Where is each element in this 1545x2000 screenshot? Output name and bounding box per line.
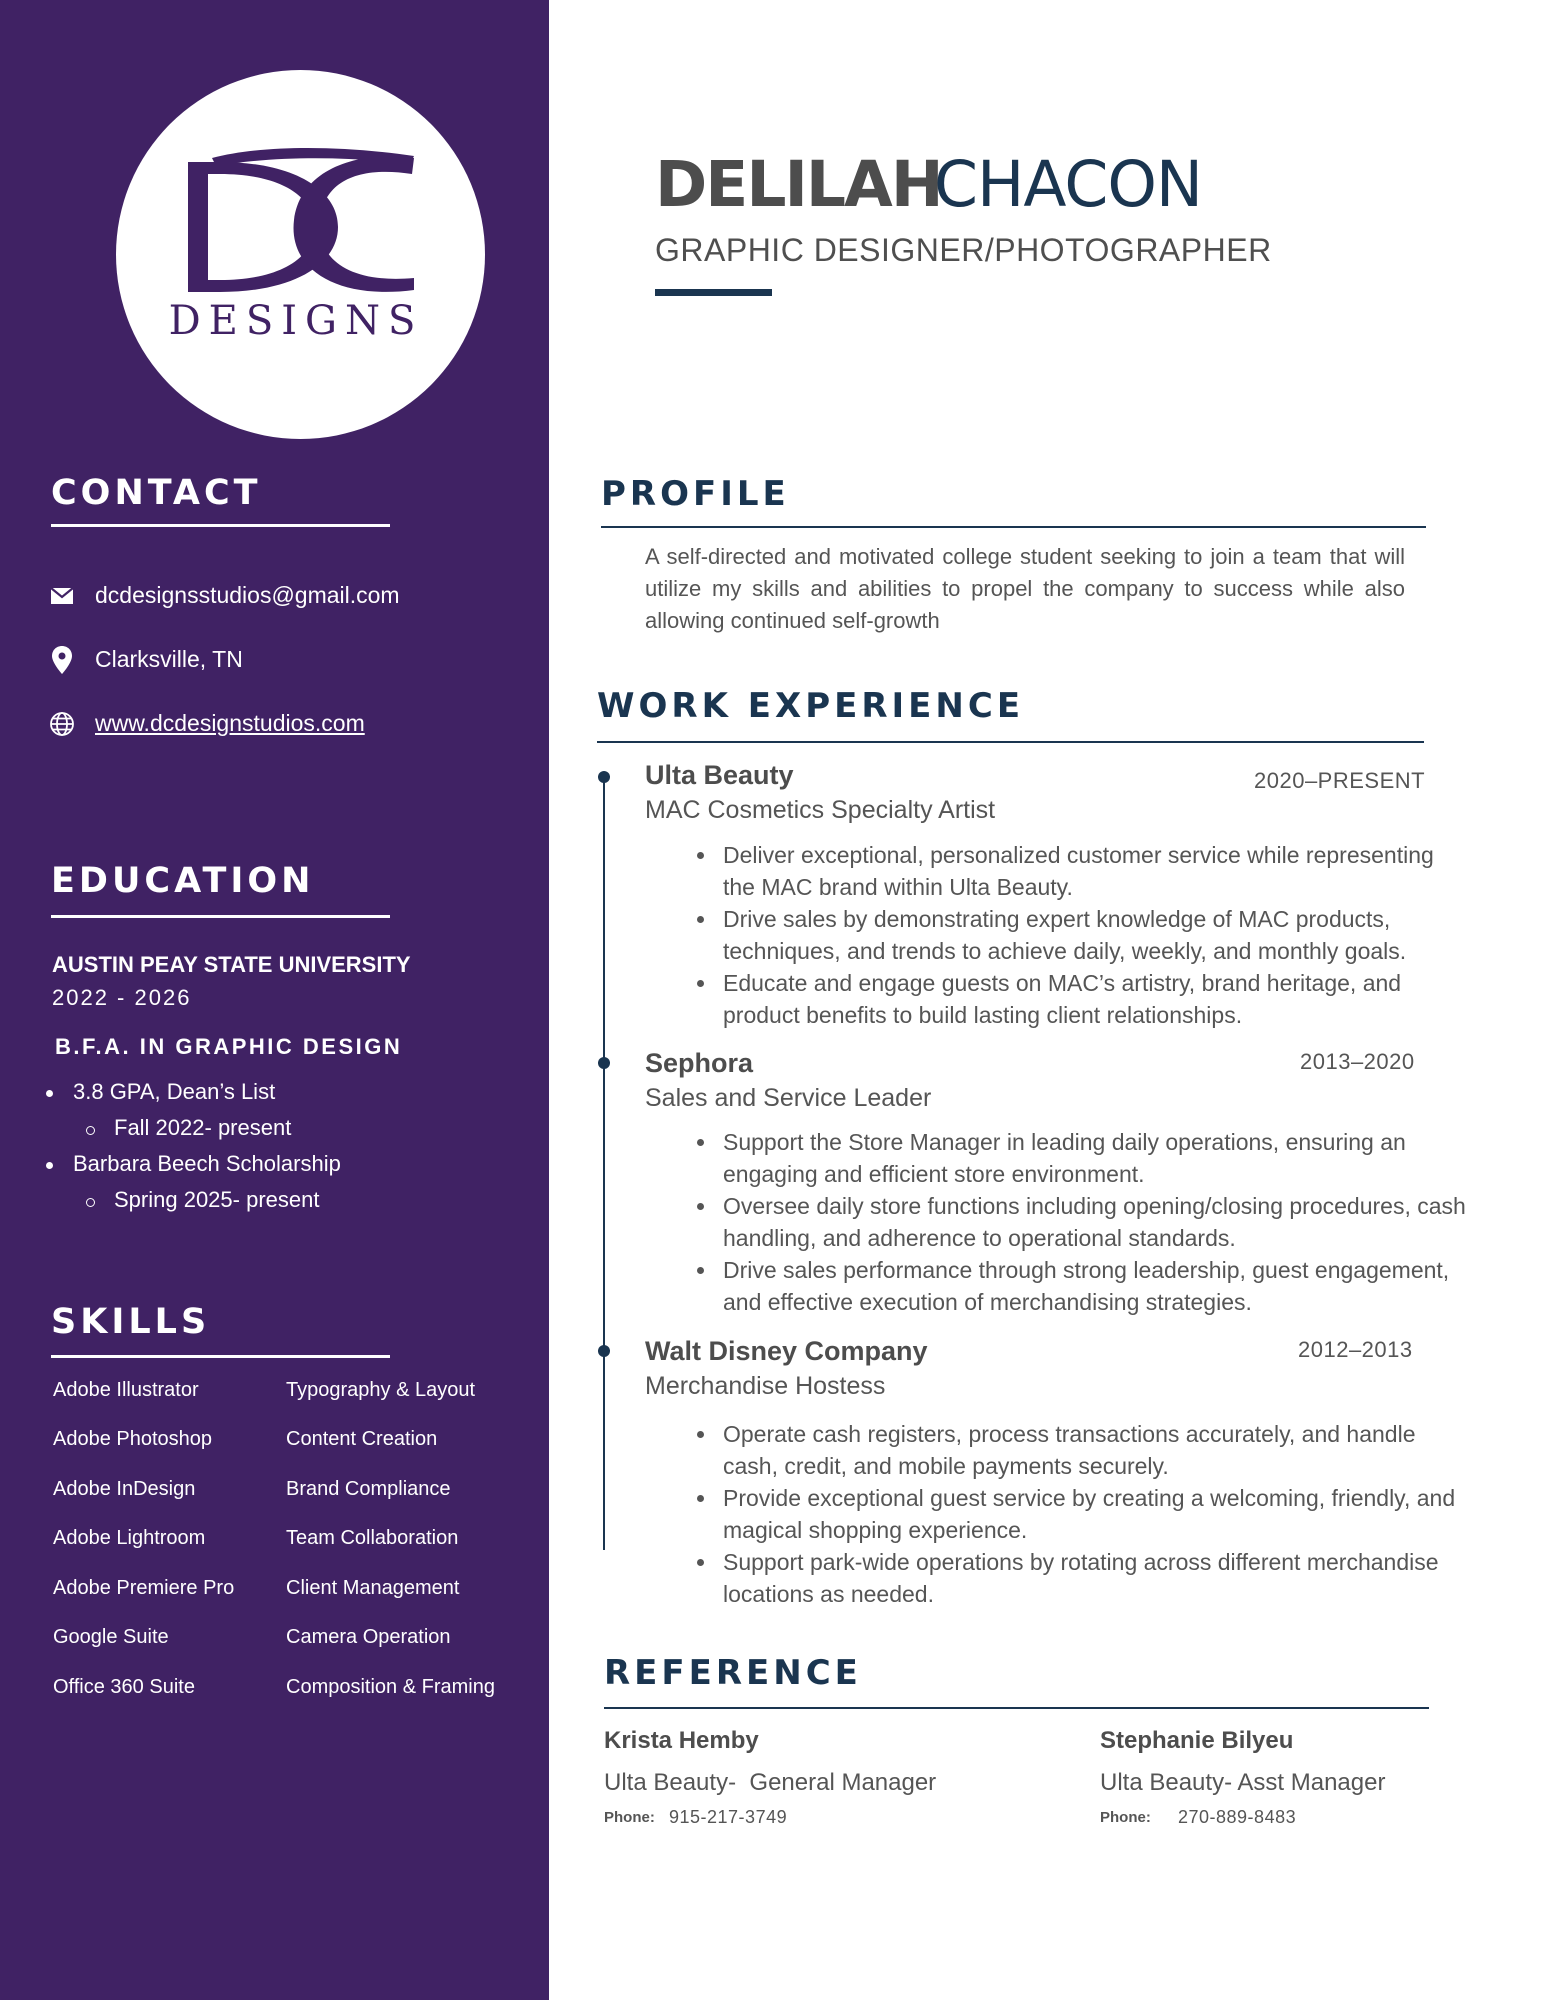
- reference-heading: REFERENCE: [604, 1653, 862, 1693]
- reference-divider: [604, 1707, 1429, 1709]
- job-bullet: Educate and engage guests on MAC’s artistry, brand heritage, and product benefits to build lasting client relationships.: [697, 967, 1472, 1031]
- education-school: AUSTIN PEAY STATE UNIVERSITY: [52, 952, 411, 977]
- education-degree: B.F.A. IN GRAPHIC DESIGN: [55, 1034, 403, 1059]
- contact-divider: [51, 524, 390, 527]
- skills-heading: SKILLS: [51, 1302, 211, 1342]
- email-icon: [49, 583, 75, 609]
- skills-divider: [51, 1355, 390, 1358]
- timeline-dot: [598, 1345, 610, 1357]
- job-dates: 2012–2013: [1298, 1337, 1413, 1362]
- job-bullet: Provide exceptional guest service by creating a welcoming, friendly, and magical shopping experience.: [697, 1482, 1472, 1546]
- education-years: 2022 - 2026: [52, 985, 192, 1010]
- job-company: Walt Disney Company: [645, 1336, 928, 1366]
- logo-wordmark: DESIGNS: [168, 298, 424, 344]
- job-bullet: Drive sales by demonstrating expert knowledge of MAC products, techniques, and trends to achieve daily, weekly, and monthly goals.: [697, 903, 1472, 967]
- first-name: DELILAH: [655, 148, 942, 221]
- education-divider: [51, 915, 390, 918]
- skill-item: Brand Compliance: [286, 1478, 451, 1500]
- skill-item: Content Creation: [286, 1428, 438, 1450]
- reference-role: Ulta Beauty- General Manager: [604, 1769, 937, 1796]
- logo-monogram-graphic: [116, 70, 485, 439]
- skill-item: Client Management: [286, 1577, 460, 1599]
- job-bullet: Operate cash registers, process transactions accurately, and handle cash, credit, and mobile payments securely.: [697, 1418, 1472, 1482]
- job-role: MAC Cosmetics Specialty Artist: [645, 796, 996, 824]
- last-name: CHACON: [934, 148, 1203, 221]
- skill-item: Team Collaboration: [286, 1527, 459, 1549]
- education-subitem: Fall 2022- present: [44, 1114, 341, 1150]
- contact-email[interactable]: dcdesignsstudios@gmail.com: [95, 582, 400, 608]
- contact-heading: CONTACT: [51, 473, 262, 513]
- work-experience-heading: WORK EXPERIENCE: [597, 686, 1025, 726]
- job-dates: 2013–2020: [1300, 1049, 1415, 1074]
- education-subitem: Spring 2025- present: [44, 1186, 341, 1222]
- profile-divider: [601, 526, 1426, 528]
- job-bullet-list: [697, 1126, 1472, 1318]
- title-accent-bar: [655, 289, 772, 296]
- skill-item: Typography & Layout: [286, 1379, 476, 1401]
- job-company: Ulta Beauty: [645, 760, 794, 790]
- reference-phone-label: Phone:: [604, 1809, 655, 1826]
- timeline-dot: [598, 1057, 610, 1069]
- job-role: Sales and Service Leader: [645, 1084, 932, 1112]
- contact-website-link[interactable]: www.dcdesignstudios.com: [95, 710, 365, 736]
- skill-item: Adobe Premiere Pro: [53, 1577, 235, 1599]
- education-item: Barbara Beech Scholarship: [44, 1150, 341, 1186]
- location-pin-icon: [49, 647, 75, 673]
- globe-icon: [49, 711, 75, 737]
- sidebar: [0, 0, 549, 2000]
- skill-item: Camera Operation: [286, 1626, 451, 1648]
- job-title: GRAPHIC DESIGNER/PHOTOGRAPHER: [655, 232, 1272, 268]
- job-company: Sephora: [645, 1048, 754, 1078]
- education-details-list: [44, 1078, 341, 1222]
- reference-phone: 915-217-3749: [669, 1807, 788, 1827]
- profile-text: A self-directed and motivated college student seeking to join a team that will utilize my skills and abilities to propel the company to success while also allowing continued self-growth: [645, 544, 1405, 633]
- job-bullet-list: [697, 1418, 1472, 1610]
- job-role: Merchandise Hostess: [645, 1372, 886, 1400]
- job-bullet: Drive sales performance through strong leadership, guest engagement, and effective execution of merchandising strategies.: [697, 1254, 1472, 1318]
- skill-item: Google Suite: [53, 1626, 169, 1648]
- contact-location-row: [49, 646, 243, 673]
- work-experience-divider: [597, 741, 1424, 743]
- contact-email-row: [49, 582, 400, 609]
- contact-website-row: [49, 710, 365, 737]
- reference-phone: 270-889-8483: [1178, 1807, 1297, 1827]
- skill-item: Composition & Framing: [286, 1676, 495, 1698]
- reference-name: Stephanie Bilyeu: [1100, 1727, 1294, 1754]
- job-bullet: Support park-wide operations by rotating across different merchandise locations as needed.: [697, 1546, 1472, 1610]
- job-bullet: Oversee daily store functions including opening/closing procedures, cash handling, and adherence to operational standards.: [697, 1190, 1472, 1254]
- job-bullet-list: [697, 839, 1472, 1031]
- timeline-dot: [598, 771, 610, 783]
- skill-item: Adobe Illustrator: [53, 1379, 199, 1401]
- reference-phone-label: Phone:: [1100, 1809, 1151, 1826]
- skill-item: Office 360 Suite: [53, 1676, 195, 1698]
- dc-designs-logo: [116, 70, 485, 439]
- education-heading: EDUCATION: [51, 861, 315, 901]
- job-bullet: Support the Store Manager in leading daily operations, ensuring an engaging and efficient store environment.: [697, 1126, 1472, 1190]
- reference-role: Ulta Beauty- Asst Manager: [1100, 1769, 1386, 1796]
- profile-heading: PROFILE: [601, 474, 790, 514]
- timeline-line: [603, 777, 605, 1550]
- skill-item: Adobe InDesign: [53, 1478, 196, 1500]
- job-dates: 2020–PRESENT: [1254, 768, 1426, 793]
- job-bullet: Deliver exceptional, personalized customer service while representing the MAC brand within Ulta Beauty.: [697, 839, 1472, 903]
- contact-location: Clarksville, TN: [95, 646, 243, 672]
- skill-item: Adobe Lightroom: [53, 1527, 206, 1549]
- reference-name: Krista Hemby: [604, 1727, 759, 1754]
- skill-item: Adobe Photoshop: [53, 1428, 213, 1450]
- education-item: 3.8 GPA, Dean’s List: [44, 1078, 341, 1114]
